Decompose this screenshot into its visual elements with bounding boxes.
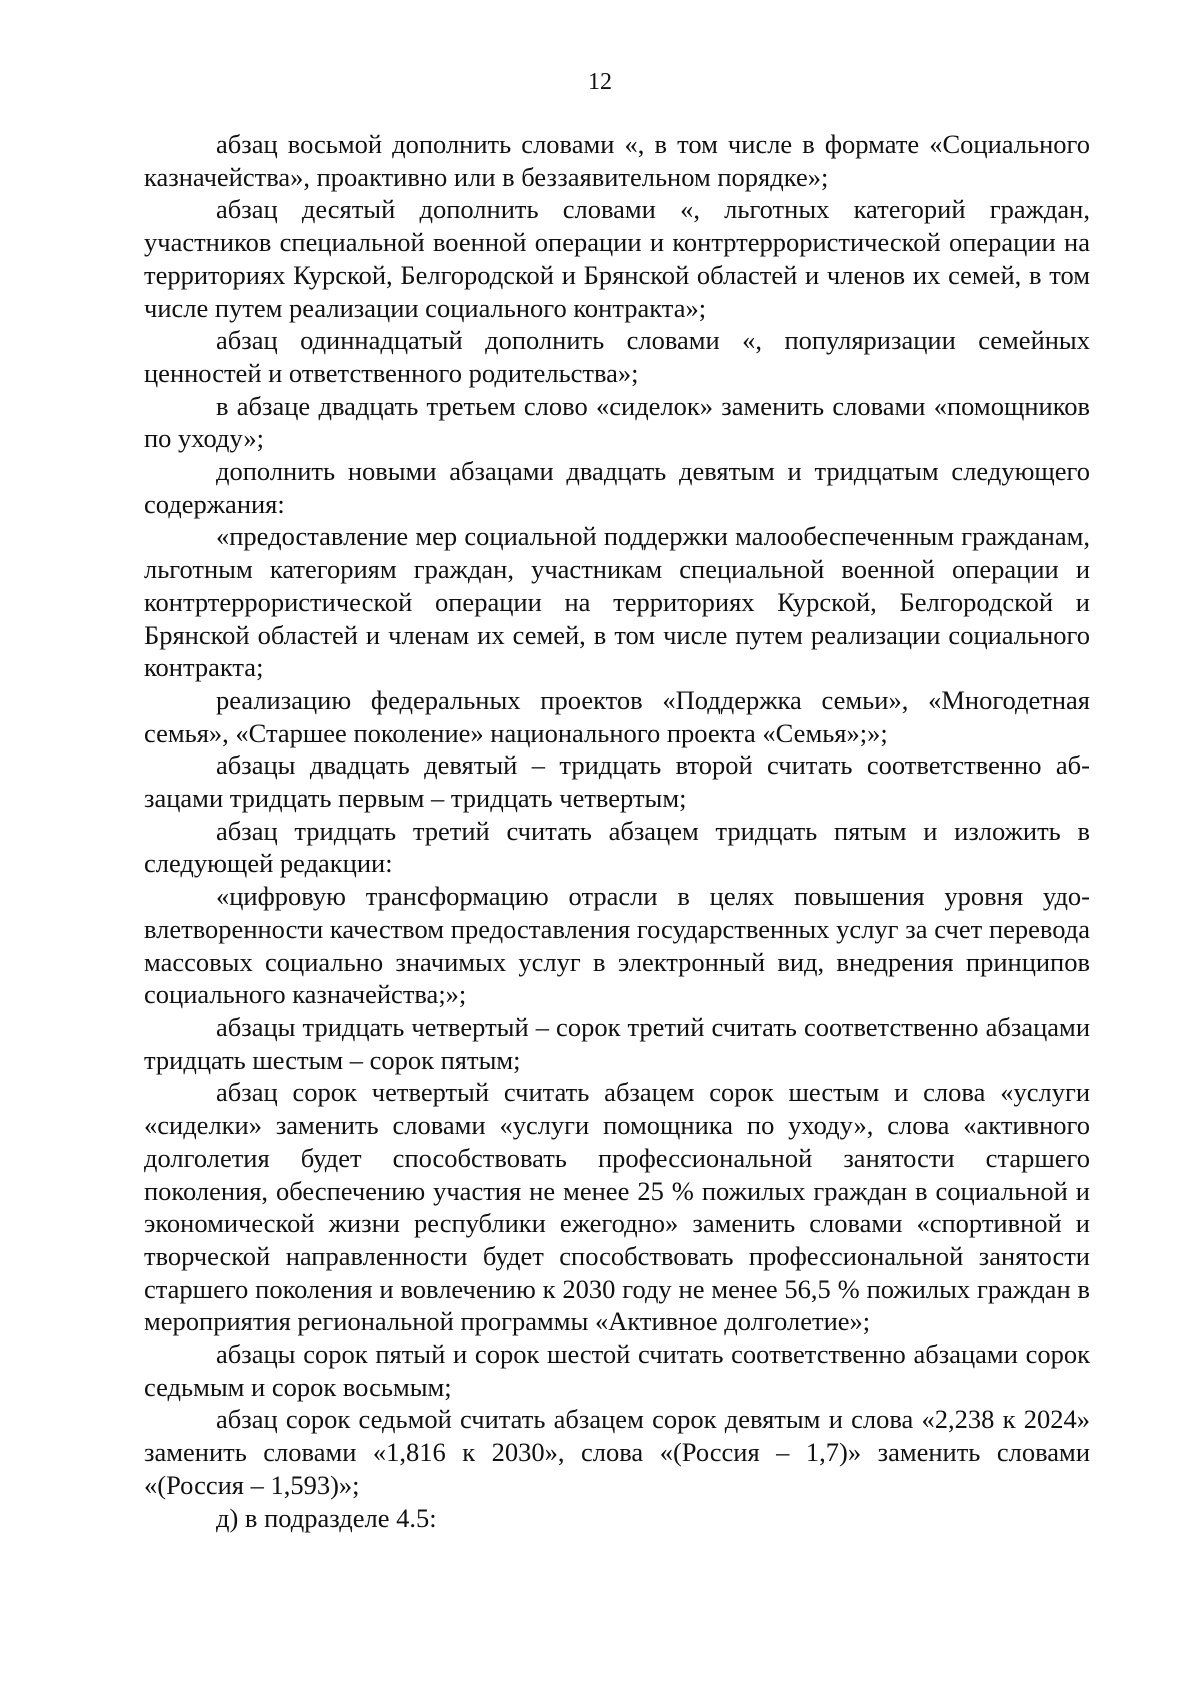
paragraph: абзац десятый дополнить словами «, льготных категорий граждан, участников специальной военной операции и контртеррористической операции на территориях Курской, Белгородской и Брянской областей и членов их семей, в том числе путем реализации социального контракта»; <box>144 194 1090 323</box>
paragraph: абзац тридцать третий считать абзацем тридцать пятым и изложить в следующей редакции: <box>144 815 1090 879</box>
page-number: 12 <box>588 69 612 95</box>
paragraph: абзацы двадцать девятый – тридцать второй считать соответственно абзацами тридцать первым – тридцать четвертым; <box>144 750 1090 814</box>
paragraph: абзац сорок четвертый считать абзацем сорок шестым и слова «услуги «сиделки» заменить словами «услуги помощника по уходу», слова «активного долголетия будет способствовать профессиональной занятости старшего поколения, обеспечению участия не менее 25 % пожилых граждан в социальной и экономической жизни республики ежегодно» заменить словами «спортивной и творческой направленности будет способствовать профессиональной занятости старшего поколения и вовлечению к 2030 году не менее 56,5 % пожилых граждан в мероприятия региональной программы «Активное долголетие»; <box>144 1077 1090 1337</box>
paragraph: абзацы тридцать четвертый – сорок третий считать соответственно абзацами тридцать шестым – сорок пятым; <box>144 1011 1090 1075</box>
paragraph: «предоставление мер социальной поддержки малообеспеченным гражданам, льготным категориям граждан, участникам специальной военной операции и контртеррористической операции на территориях Курской, Белгородской и Брянской областей и членам их семей, в том числе путем реализации социального контракта; <box>144 521 1090 683</box>
paragraph: абзацы сорок пятый и сорок шестой считать соответственно абзацами сорок седьмым и сорок восьмым; <box>144 1339 1090 1402</box>
paragraph: д) в подразделе 4.5: <box>216 1502 437 1533</box>
paragraph: абзац одиннадцатый дополнить словами «, популяризации семейных ценностей и ответственного родительства»; <box>144 325 1090 388</box>
paragraph: абзац сорок седьмой считать абзацем сорок девятым и слова «2,238 к 2024» заменить словами «1,816 к 2030», слова «(Россия – 1,7)» заменить словами «(Россия – 1,593)»; <box>144 1404 1090 1500</box>
paragraph: дополнить новыми абзацами двадцать девятым и тридцатым следующего содержания: <box>144 456 1090 519</box>
paragraph: абзац восьмой дополнить словами «, в том числе в формате «Социального казначейства», проактивно или в беззаявительном порядке»; <box>144 129 1090 192</box>
document-body <box>144 128 1090 1534</box>
paragraph: реализацию федеральных проектов «Поддержка семьи», «Многодетная семья», «Старшее поколение» национального проекта «Семья»;»; <box>144 684 1090 748</box>
paragraph: в абзаце двадцать третьем слово «сиделок» заменить словами «помощников по уходу»; <box>144 390 1090 454</box>
paragraph: «цифровую трансформацию отрасли в целях повышения уровня удовлетворенности качеством предоставления государственных услуг за счет перевода массовых социально значимых услуг в электронный вид, внедрения принципов социального казначейства;»; <box>144 881 1090 1010</box>
